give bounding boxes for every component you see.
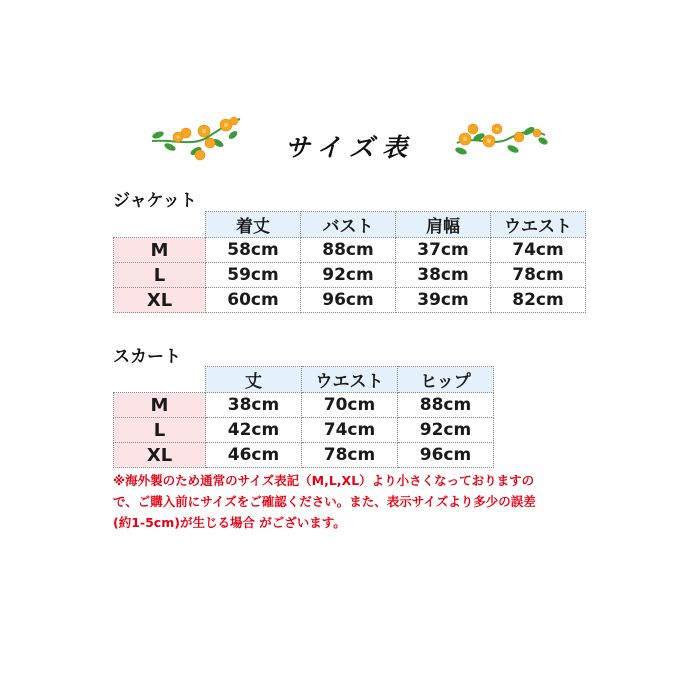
table-row — [114, 418, 494, 443]
skirt-size-table — [113, 366, 494, 468]
column-header: 肩幅 — [396, 212, 491, 238]
table-row — [114, 238, 586, 263]
table-row — [114, 393, 494, 418]
value-cell: 88cm — [301, 238, 396, 263]
value-cell: 82cm — [491, 288, 586, 313]
value-cell: 37cm — [396, 238, 491, 263]
size-cell: L — [114, 418, 206, 443]
value-cell: 42cm — [206, 418, 302, 443]
value-cell: 59cm — [206, 263, 301, 288]
table-row — [114, 263, 586, 288]
jacket-label: ジャケット — [113, 191, 197, 211]
table-row — [114, 443, 494, 468]
value-cell: 96cm — [301, 288, 396, 313]
value-cell: 88cm — [398, 393, 494, 418]
table-corner — [114, 367, 206, 393]
skirt-label: スカート — [113, 347, 181, 367]
value-cell: 58cm — [206, 238, 301, 263]
value-cell: 78cm — [491, 263, 586, 288]
size-disclaimer-note — [113, 470, 593, 533]
note-line: で、ご購入前にサイズをご確認ください。また、表示サイズより多少の誤差 — [113, 494, 536, 509]
size-cell: XL — [114, 288, 206, 313]
table-header-row — [114, 212, 586, 238]
column-header: 着丈 — [206, 212, 301, 238]
value-cell: 74cm — [302, 418, 398, 443]
table-corner — [114, 212, 206, 238]
value-cell: 78cm — [302, 443, 398, 468]
table-header-row — [114, 367, 494, 393]
size-cell: XL — [114, 443, 206, 468]
value-cell: 70cm — [302, 393, 398, 418]
flower-vine-icon-right — [453, 113, 549, 165]
value-cell: 39cm — [396, 288, 491, 313]
size-cell: M — [114, 393, 206, 418]
jacket-size-table — [113, 211, 586, 313]
note-line: (約1-5cm)が生じる場合 がございます。 — [113, 515, 346, 530]
column-header: 丈 — [206, 367, 302, 393]
value-cell: 96cm — [398, 443, 494, 468]
value-cell: 60cm — [206, 288, 301, 313]
table-row — [114, 288, 586, 313]
value-cell: 92cm — [301, 263, 396, 288]
column-header: ヒップ — [398, 367, 494, 393]
value-cell: 38cm — [396, 263, 491, 288]
page-title: サイズ表 — [284, 133, 415, 162]
column-header: ウエスト — [491, 212, 586, 238]
column-header: ウエスト — [302, 367, 398, 393]
value-cell: 92cm — [398, 418, 494, 443]
value-cell: 74cm — [491, 238, 586, 263]
value-cell: 46cm — [206, 443, 302, 468]
size-cell: M — [114, 238, 206, 263]
size-cell: L — [114, 263, 206, 288]
value-cell: 38cm — [206, 393, 302, 418]
note-line: ※海外製のため通常のサイズ表記（M,L,XL）より小さくなっておりますの — [113, 473, 535, 488]
column-header: バスト — [301, 212, 396, 238]
